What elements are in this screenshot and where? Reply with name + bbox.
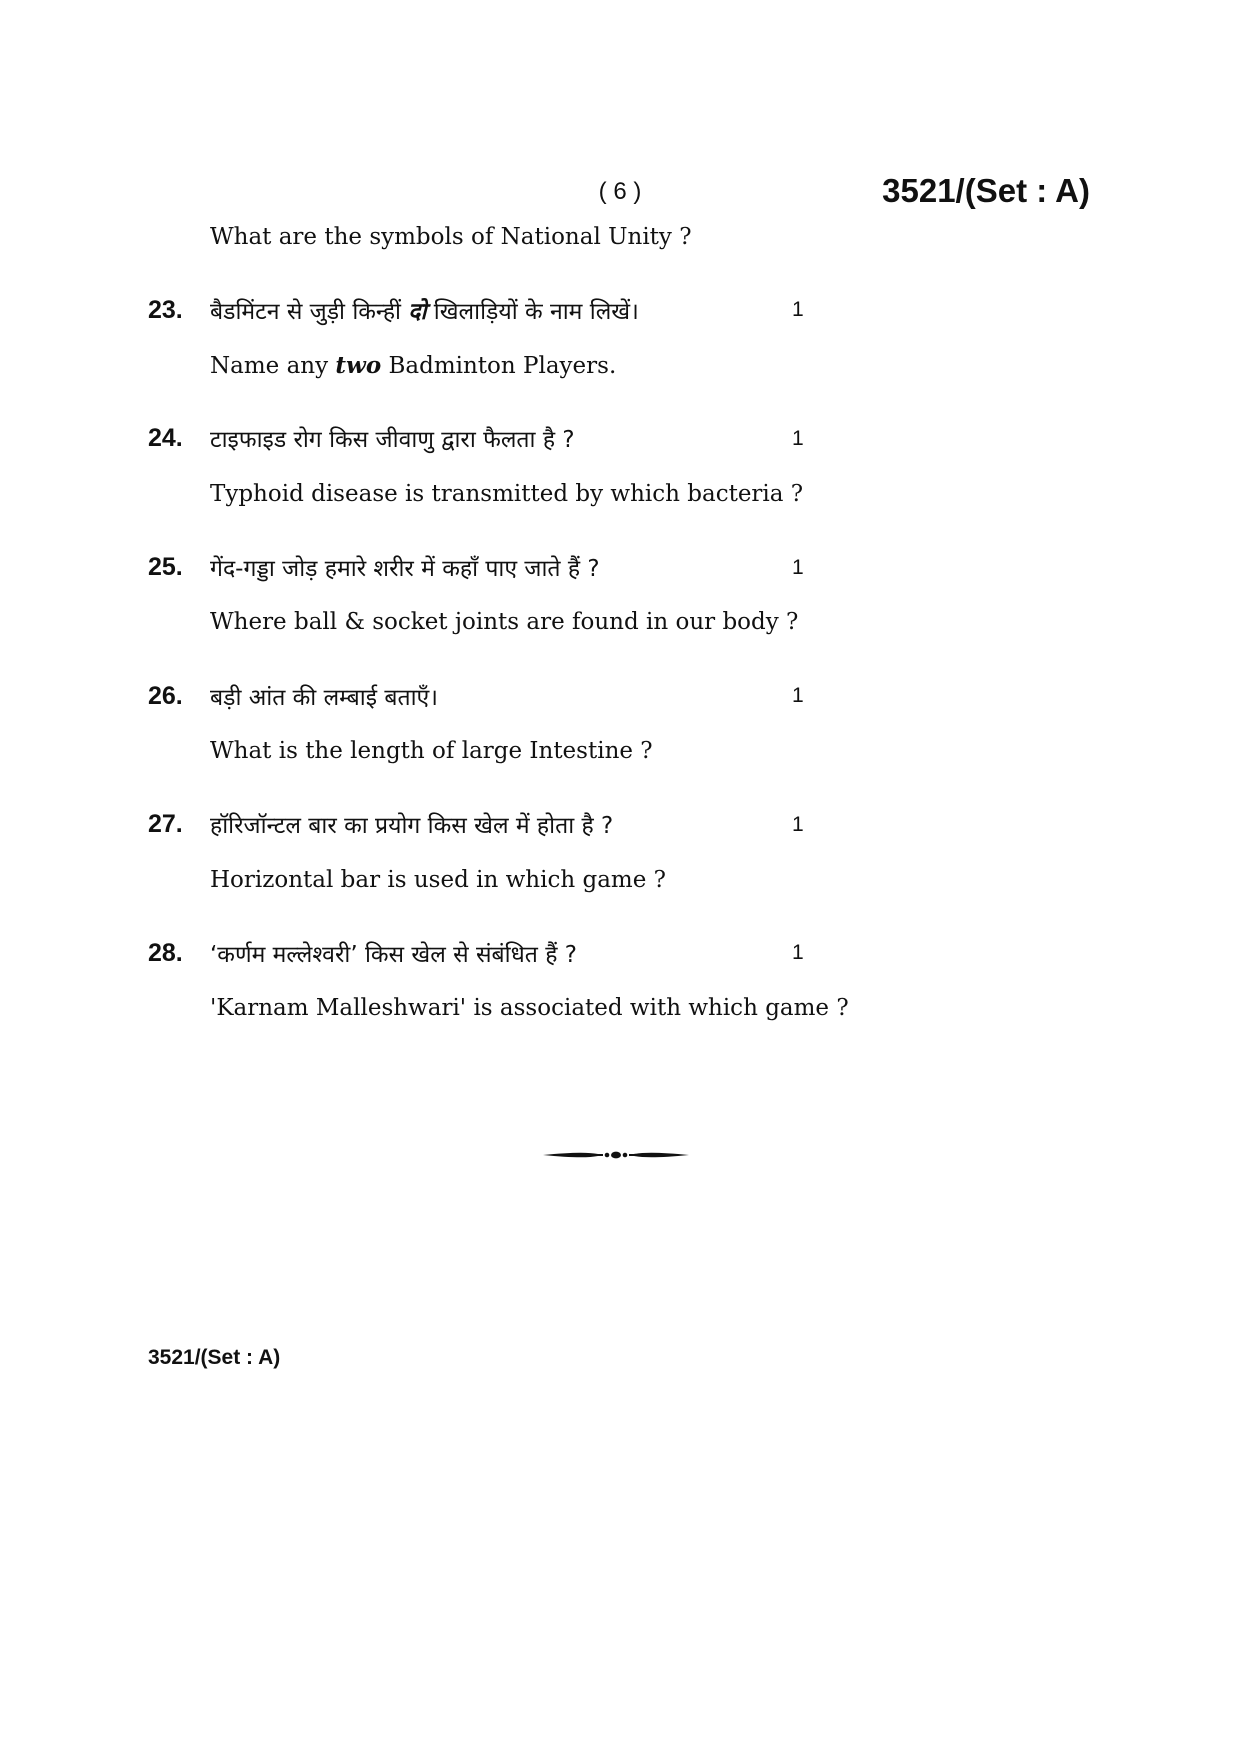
question-text-hindi: गेंद-गड्डा जोड़ हमारे शरीर में कहाँ पाए जाते हैं ?	[210, 556, 600, 582]
question-text-english: What is the length of large Intestine ?	[210, 738, 653, 764]
question-text-english: 'Karnam Malleshwari' is associated with which game ?	[210, 995, 849, 1021]
question-text-part: Name any	[210, 353, 336, 379]
end-ornament	[543, 1148, 689, 1162]
question-text-hindi: टाइफाइड रोग किस जीवाणु द्वारा फैलता है ?	[210, 427, 575, 453]
question-22-english: What are the symbols of National Unity ?	[210, 224, 692, 250]
question-text-english: Horizontal bar is used in which game ?	[210, 867, 666, 893]
question-number: 24.	[148, 424, 183, 452]
question-text-hindi: हॉरिजॉन्टल बार का प्रयोग किस खेल में होता है ?	[210, 813, 614, 839]
question-number: 28.	[148, 939, 183, 967]
marks: 1	[792, 684, 804, 707]
question-text-hindi: बड़ी आंत की लम्बाई बताएँ।	[210, 685, 438, 711]
question-text-emphasis: two	[335, 352, 382, 379]
question-text-part: Badminton Players.	[381, 353, 617, 379]
marks: 1	[792, 813, 804, 836]
marks: 1	[792, 941, 804, 964]
marks: 1	[792, 427, 804, 450]
question-text-hindi: ‘कर्णम मल्लेश्वरी’ किस खेल से संबंधित हैं ?	[210, 942, 577, 968]
question-number: 26.	[148, 682, 183, 710]
page-number: ( 6 )	[598, 178, 642, 205]
question-text-english: Where ball & socket joints are found in our body ?	[210, 609, 799, 635]
question-text-english: Typhoid disease is transmitted by which bacteria ?	[210, 481, 804, 507]
question-number: 27.	[148, 810, 183, 838]
question-text-part: खिलाड़ियों के नाम लिखें।	[426, 299, 639, 325]
question-text-emphasis: दो	[408, 299, 427, 325]
set-code-footer: 3521/(Set : A)	[148, 1346, 281, 1369]
set-code-header: 3521/(Set : A)	[882, 172, 1090, 209]
question-text-english	[210, 352, 616, 379]
question-number: 25.	[148, 553, 183, 581]
question-text-hindi	[210, 294, 639, 326]
question-number: 23.	[148, 296, 183, 324]
marks: 1	[792, 298, 804, 321]
marks: 1	[792, 556, 804, 579]
question-text-part: बैडमिंटन से जुड़ी किन्हीं	[210, 299, 409, 325]
